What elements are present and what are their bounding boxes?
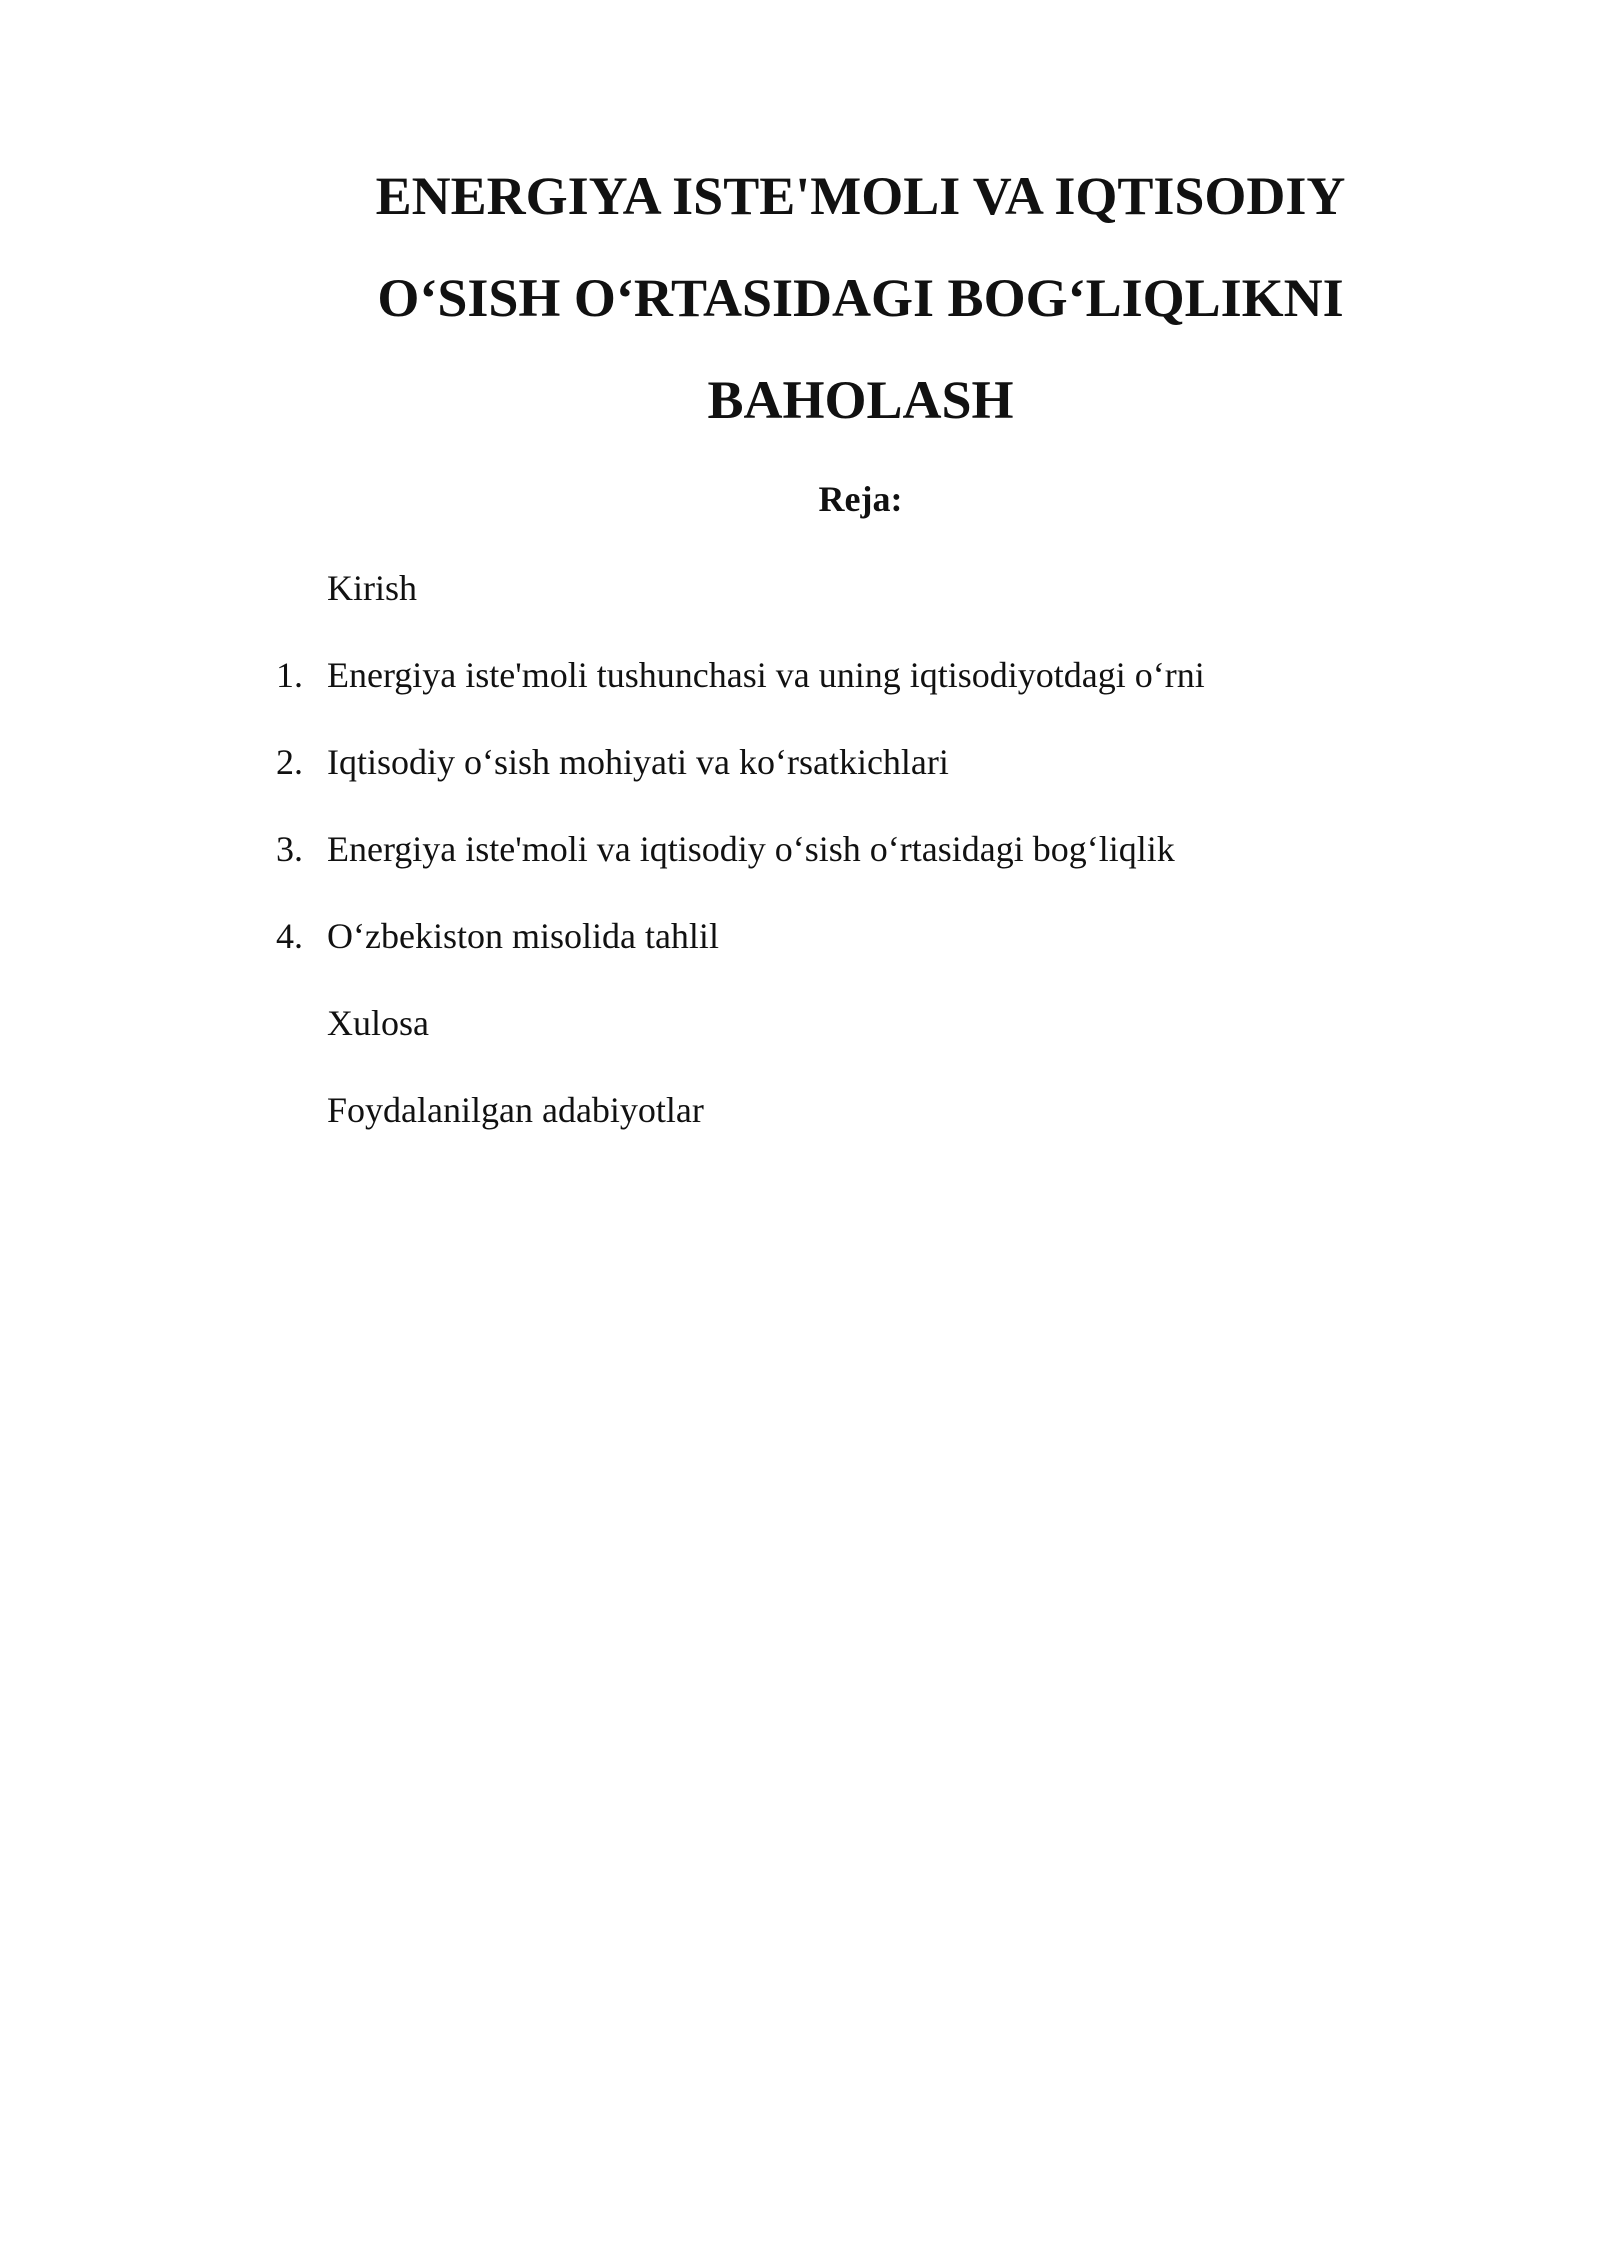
plan-list [0,565,1600,1174]
plan-item-1 [0,652,1600,739]
plan-item-references [0,1087,1600,1174]
plan-item-text: O‘zbekiston misolida tahlil [327,916,719,956]
plan-heading: Reja: [818,479,903,519]
plan-item-conclusion [0,1000,1600,1087]
plan-item-number: 1. [276,655,303,695]
plan-item-introduction [0,565,1600,652]
plan-item-text: Xulosa [327,1003,429,1043]
plan-item-text: Energiya iste'moli tushunchasi va uning iqtisodiyotdagi o‘rni [327,655,1205,695]
title-line-2: O‘SISH O‘RTASIDAGI BOG‘LIQLIKNI [377,268,1344,328]
title-line-3: BAHOLASH [707,370,1014,430]
document-title [318,145,1403,451]
plan-item-text: Energiya iste'moli va iqtisodiy o‘sish o‘rtasidagi bog‘liqlik [327,829,1175,869]
plan-item-number: 4. [276,916,303,956]
plan-item-number: 2. [276,742,303,782]
plan-item-text: Foydalanilgan adabiyotlar [327,1090,704,1130]
plan-item-3 [0,826,1600,913]
plan-item-number: 3. [276,829,303,869]
plan-item-2 [0,739,1600,826]
title-line-1: ENERGIYA ISTE'MOLI VA IQTISODIY [375,166,1346,226]
plan-item-text: Kirish [327,568,417,608]
plan-item-text: Iqtisodiy o‘sish mohiyati va ko‘rsatkichlari [327,742,949,782]
plan-item-4 [0,913,1600,1000]
